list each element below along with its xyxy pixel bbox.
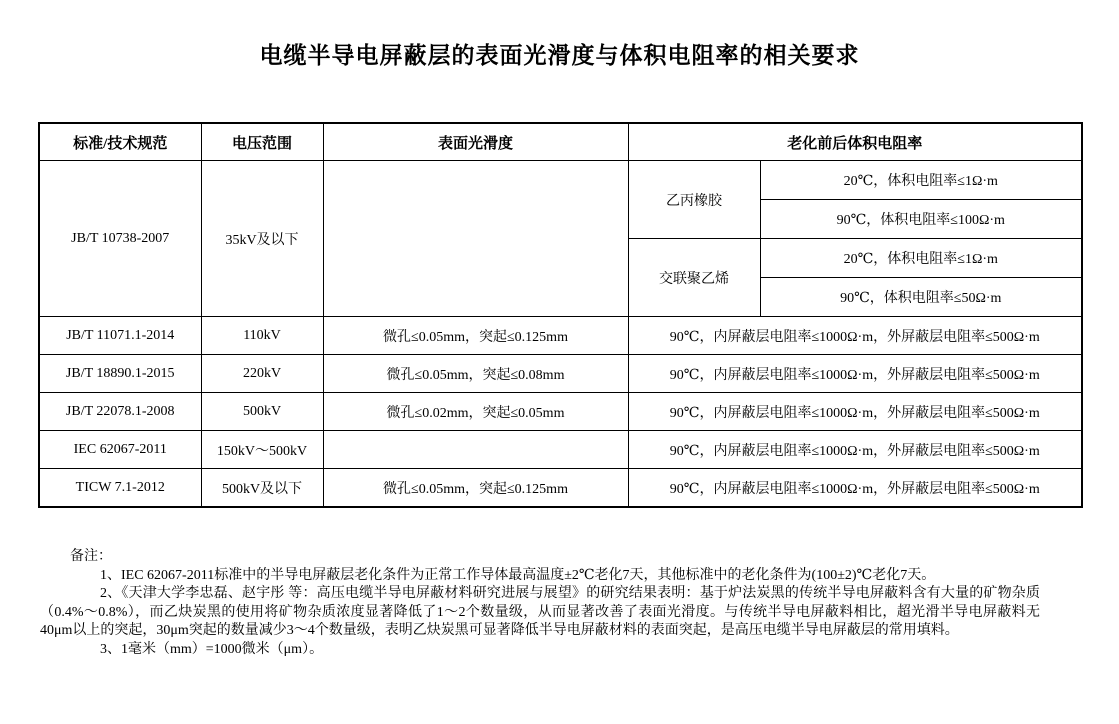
cell-resistivity: 90℃，内屏蔽层电阻率≤1000Ω·m，外屏蔽层电阻率≤500Ω·m xyxy=(628,469,1082,508)
table-row xyxy=(39,355,1082,393)
cell-standard: JB/T 22078.1-2008 xyxy=(39,393,201,431)
header-voltage: 电压范围 xyxy=(201,123,323,161)
cell-smoothness: 微孔≤0.05mm，突起≤0.08mm xyxy=(323,355,628,393)
note-item-1: 1、IEC 62067-2011标准中的半导电屏蔽层老化条件为正常工作导体最高温度±2℃老化7天，其他标准中的老化条件为(100±2)℃老化7天。 xyxy=(100,567,936,583)
cell-standard: TICW 7.1-2012 xyxy=(39,469,201,508)
table-row xyxy=(39,469,1082,508)
cell-standard: JB/T 11071.1-2014 xyxy=(39,317,201,355)
cell-resistivity: 90℃，内屏蔽层电阻率≤1000Ω·m，外屏蔽层电阻率≤500Ω·m xyxy=(628,355,1082,393)
cell-smoothness: 微孔≤0.02mm，突起≤0.05mm xyxy=(323,393,628,431)
cell-voltage: 500kV xyxy=(201,393,323,431)
cell-standard: IEC 62067-2011 xyxy=(39,431,201,469)
cell-voltage: 35kV及以下 xyxy=(201,161,323,317)
cell-resistivity-value: 20℃，体积电阻率≤1Ω·m xyxy=(760,239,1082,278)
cell-voltage: 220kV xyxy=(201,355,323,393)
cell-material: 乙丙橡胶 xyxy=(628,161,760,239)
cell-smoothness xyxy=(323,161,628,317)
cell-smoothness: 微孔≤0.05mm，突起≤0.125mm xyxy=(323,317,628,355)
table-row xyxy=(39,161,1082,200)
cell-smoothness: 微孔≤0.05mm，突起≤0.125mm xyxy=(323,469,628,508)
cell-resistivity: 90℃，内屏蔽层电阻率≤1000Ω·m，外屏蔽层电阻率≤500Ω·m xyxy=(628,431,1082,469)
table-row xyxy=(39,317,1082,355)
notes-section xyxy=(40,548,1040,659)
requirements-table xyxy=(38,122,1083,508)
cell-voltage: 150kV～500kV xyxy=(201,431,323,469)
cell-resistivity-value: 90℃，体积电阻率≤100Ω·m xyxy=(760,200,1082,239)
cell-standard: JB/T 18890.1-2015 xyxy=(39,355,201,393)
cell-smoothness xyxy=(323,431,628,469)
cell-resistivity: 90℃，内屏蔽层电阻率≤1000Ω·m，外屏蔽层电阻率≤500Ω·m xyxy=(628,393,1082,431)
table-header-row xyxy=(39,123,1082,161)
cell-standard: JB/T 10738-2007 xyxy=(39,161,201,317)
header-standard: 标准/技术规范 xyxy=(39,123,201,161)
note-item-2: 2、《天津大学李忠磊、赵宇彤 等：高压电缆半导电屏蔽材料研究进展与展望》的研究结果表明：基于炉法炭黑的传统半导电屏蔽料含有大量的矿物杂质（0.4%～0.8%），而乙炔炭黑的使用将矿物杂质浓度显著降低了1～2个数量级，从而显著改善了表面光滑度。与传统半导电屏蔽料相比，超光滑半导电屏蔽料无40μm以上的突起，30μm突起的数量减少3～4个数量级，表明乙炔炭黑可显著降低半导电屏蔽材料的表面突起，是高压电缆半导电屏蔽层的常用填料。 xyxy=(40,586,1040,638)
table-row xyxy=(39,431,1082,469)
notes-label: 备注： xyxy=(70,549,112,564)
table-row xyxy=(39,393,1082,431)
cell-resistivity-value: 90℃，体积电阻率≤50Ω·m xyxy=(760,278,1082,317)
note-item-3: 3、1毫米（mm）=1000微米（μm）。 xyxy=(100,641,324,657)
header-smoothness: 表面光滑度 xyxy=(323,123,628,161)
cell-voltage: 110kV xyxy=(201,317,323,355)
cell-voltage: 500kV及以下 xyxy=(201,469,323,508)
header-resistivity: 老化前后体积电阻率 xyxy=(628,123,1082,161)
page-title: 电缆半导电屏蔽层的表面光滑度与体积电阻率的相关要求 xyxy=(259,42,860,68)
cell-resistivity: 90℃，内屏蔽层电阻率≤1000Ω·m，外屏蔽层电阻率≤500Ω·m xyxy=(628,317,1082,355)
cell-resistivity-value: 20℃，体积电阻率≤1Ω·m xyxy=(760,161,1082,200)
cell-material: 交联聚乙烯 xyxy=(628,239,760,317)
